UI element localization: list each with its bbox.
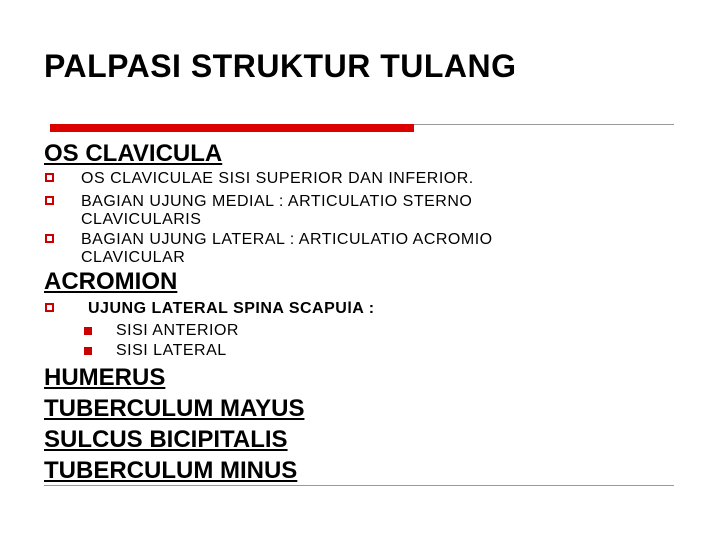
- bullet-text: UJUNG LATERAL SPINA SCAPUlA :: [88, 300, 375, 317]
- hollow-square-bullet-icon: [45, 303, 54, 312]
- bullet-text: BAGIAN UJUNG LATERAL : ARTICULATIO ACROMIO CLAVICULAR: [81, 231, 493, 266]
- heading-tuberculum-minus: TUBERCULUM MINUS: [44, 457, 298, 484]
- slide-title: PALPASI STRUKTUR TULANG: [44, 48, 517, 84]
- heading-os-clavicula: OS CLAVICULA: [44, 140, 223, 167]
- title-underline-accent: [50, 124, 414, 132]
- hollow-square-bullet-icon: [45, 173, 54, 182]
- hollow-square-bullet-icon: [45, 234, 54, 243]
- title-underline-thin: [414, 124, 674, 125]
- heading-tuberculum-mayus: TUBERCULUM MAYUS: [44, 395, 305, 422]
- filled-square-bullet-icon: [84, 347, 92, 355]
- heading-humerus: HUMERUS: [44, 364, 166, 391]
- heading-sulcus-bicipitalis: SULCUS BICIPITALIS: [44, 426, 288, 453]
- bullet-text: BAGIAN UJUNG MEDIAL : ARTICULATIO STERNO CLAVICULARIS: [81, 193, 473, 228]
- filled-square-bullet-icon: [84, 327, 92, 335]
- sub-bullet-text: SISI LATERAL: [116, 342, 227, 359]
- bullet-text: OS CLAVICULAE SISI SUPERIOR DAN INFERIOR.: [81, 170, 474, 187]
- hollow-square-bullet-icon: [45, 196, 54, 205]
- sub-bullet-text: SISI ANTERIOR: [116, 322, 239, 339]
- heading-acromion: ACROMION: [44, 268, 178, 295]
- bottom-divider: [44, 485, 674, 486]
